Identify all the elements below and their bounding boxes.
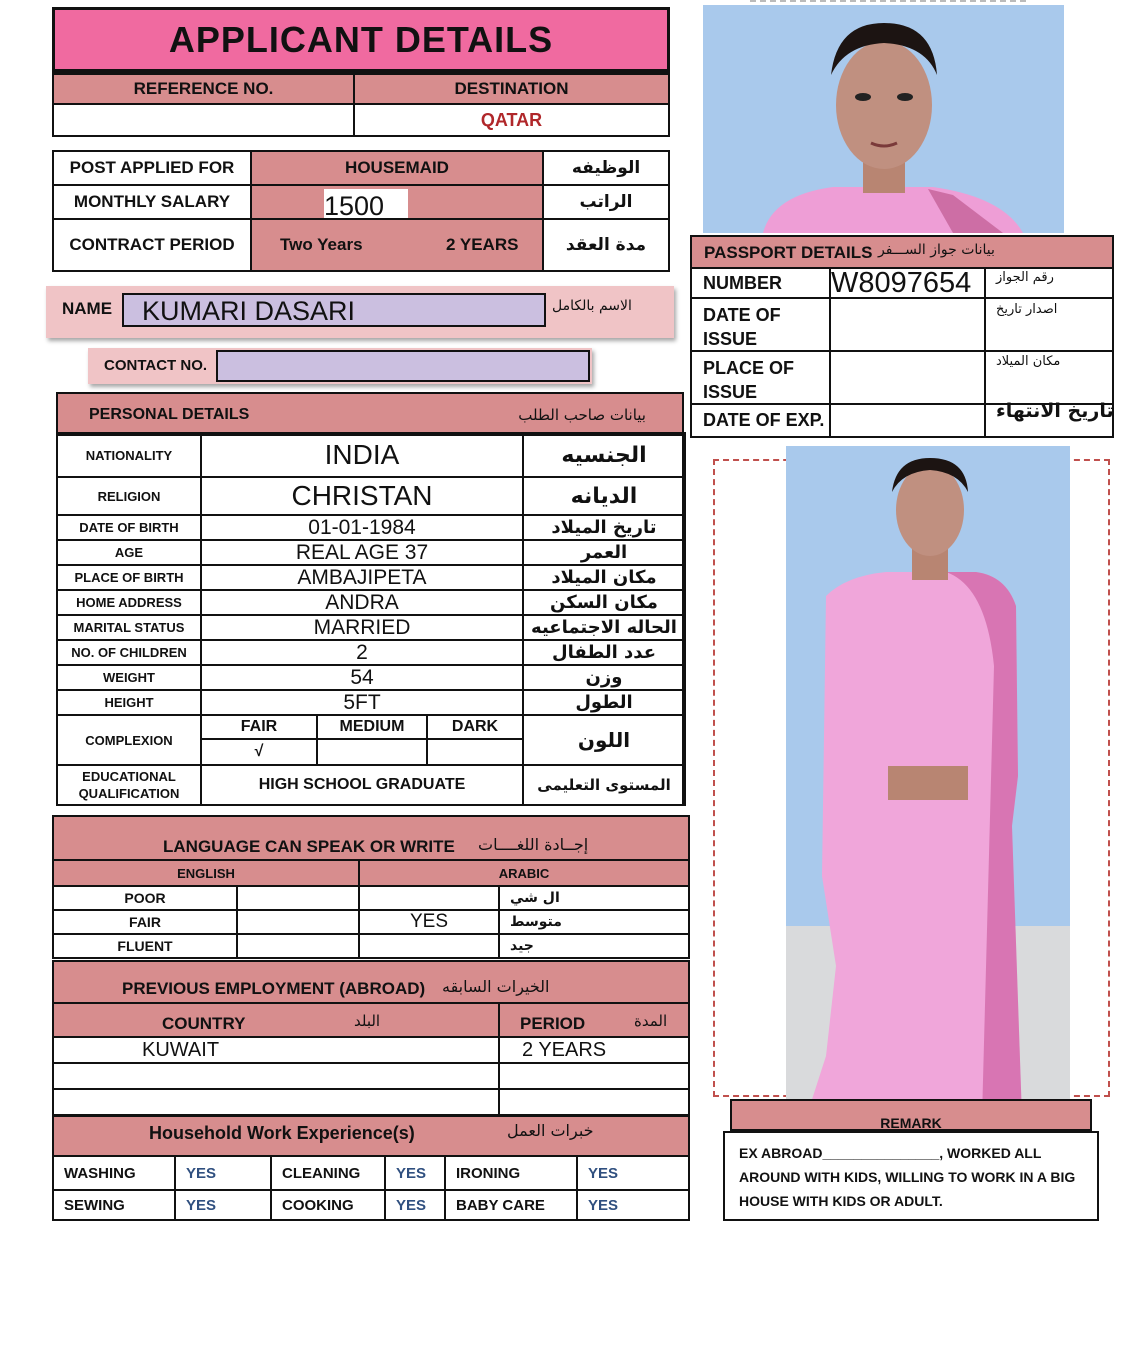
household-title: Household Work Experience(s) bbox=[149, 1123, 415, 1143]
issue-date-arabic: اصدار تاريخ bbox=[996, 302, 1058, 317]
language-row-english bbox=[236, 909, 360, 935]
language-row-arabic-level: YES bbox=[358, 909, 500, 935]
personal-row-label: HEIGHT bbox=[56, 689, 202, 716]
education-label-line-2: QUALIFICATION bbox=[78, 786, 180, 801]
destination-value: QATAR bbox=[353, 103, 670, 137]
education-label-line-1: EDUCATIONAL bbox=[82, 769, 176, 784]
passport-number-label: NUMBER bbox=[703, 273, 782, 293]
household-task-value: YES bbox=[174, 1155, 272, 1191]
household-title-arabic: خبرات العمل bbox=[507, 1121, 594, 1140]
personal-row-arabic: تاريخ الميلاد bbox=[522, 514, 686, 541]
name-value: KUMARI DASARI bbox=[122, 293, 546, 327]
personal-row-arabic: الحاله الاجتماعيه bbox=[522, 614, 686, 641]
issue-date-label-2: ISSUE bbox=[703, 329, 758, 349]
language-header bbox=[52, 815, 690, 861]
issue-place-label-2: ISSUE bbox=[703, 382, 758, 402]
complexion-fair-mark: √ bbox=[200, 738, 318, 766]
language-row-label: FLUENT bbox=[52, 933, 238, 959]
personal-row-label: NO. OF CHILDREN bbox=[56, 639, 202, 666]
language-row-arabic-text: ال شي bbox=[498, 885, 690, 911]
personal-row-value: 54 bbox=[200, 664, 524, 691]
personal-row-value: ANDRA bbox=[200, 589, 524, 616]
complexion-arabic: اللون bbox=[522, 714, 686, 766]
expiry-label: DATE OF EXP. bbox=[703, 410, 825, 430]
personal-row-label: HOME ADDRESS bbox=[56, 589, 202, 616]
personal-row-value: 01-01-1984 bbox=[200, 514, 524, 541]
household-task-label: BABY CARE bbox=[444, 1189, 578, 1221]
contact-label: CONTACT NO. bbox=[104, 357, 208, 374]
language-row-arabic-level bbox=[358, 885, 500, 911]
personal-header bbox=[56, 392, 684, 436]
complexion-medium: MEDIUM bbox=[316, 714, 428, 740]
household-task-label: CLEANING bbox=[270, 1155, 386, 1191]
employment-header bbox=[52, 960, 690, 1004]
salary-cell bbox=[250, 184, 544, 220]
english-header: ENGLISH bbox=[52, 859, 360, 887]
personal-row-value: MARRIED bbox=[200, 614, 524, 641]
language-row-arabic-text: متوسط bbox=[498, 909, 690, 935]
personal-row-label: RELIGION bbox=[56, 476, 202, 516]
post-value: HOUSEMAID bbox=[250, 150, 544, 186]
language-row-arabic-level bbox=[358, 933, 500, 959]
personal-row-label: NATIONALITY bbox=[56, 432, 202, 478]
education-arabic: المستوى التعليمى bbox=[522, 764, 686, 806]
contract-cell bbox=[250, 218, 544, 272]
personal-row-label: DATE OF BIRTH bbox=[56, 514, 202, 541]
household-task-label: SEWING bbox=[52, 1189, 176, 1221]
language-row-label: POOR bbox=[52, 885, 238, 911]
country-label: COUNTRY bbox=[162, 1014, 246, 1033]
issue-place-label-1: PLACE OF bbox=[703, 358, 795, 378]
personal-title: PERSONAL DETAILS bbox=[89, 406, 250, 423]
employment-row-country: KUWAIT bbox=[52, 1036, 500, 1064]
passport-title: PASSPORT DETAILS bbox=[704, 243, 873, 262]
household-task-label: COOKING bbox=[270, 1189, 386, 1221]
household-task-label: IRONING bbox=[444, 1155, 578, 1191]
personal-row-value: 2 bbox=[200, 639, 524, 666]
remark-header: REMARK bbox=[730, 1099, 1092, 1131]
personal-row-value: 5FT bbox=[200, 689, 524, 716]
title-bar bbox=[52, 7, 670, 73]
full-body-photo bbox=[786, 446, 1070, 1118]
personal-row-value: CHRISTAN bbox=[200, 476, 524, 516]
remark-text: EX ABROAD_______________, WORKED ALL AROUND WITH KIDS, WILLING TO WORK IN A BIG HOUSE WITH KIDS OR ADULT. bbox=[739, 1145, 1076, 1209]
page-title: APPLICANT DETAILS bbox=[168, 19, 554, 60]
personal-row-arabic: مكان السكن bbox=[522, 589, 686, 616]
personal-row-arabic: الجنسيه bbox=[522, 432, 686, 478]
personal-row-label: MARITAL STATUS bbox=[56, 614, 202, 641]
household-task-value: YES bbox=[576, 1189, 690, 1221]
personal-row-label: WEIGHT bbox=[56, 664, 202, 691]
arabic-header: ARABIC bbox=[358, 859, 690, 887]
reference-value bbox=[52, 103, 355, 137]
name-arabic: الاسم بالكامل bbox=[552, 298, 632, 314]
personal-row-arabic: مكان الميلاد bbox=[522, 564, 686, 591]
personal-row-label: PLACE OF BIRTH bbox=[56, 564, 202, 591]
complexion-fair: FAIR bbox=[200, 714, 318, 740]
education-label bbox=[56, 764, 202, 806]
contract-value: Two Years bbox=[280, 235, 363, 254]
employment-row-period bbox=[498, 1088, 690, 1116]
contract-arabic: مدة العقد bbox=[542, 218, 670, 272]
country-header bbox=[52, 1002, 500, 1038]
name-label: NAME bbox=[62, 299, 113, 318]
country-arabic: البلد bbox=[354, 1012, 381, 1030]
employment-row-period bbox=[498, 1062, 690, 1090]
contract-label: CONTRACT PERIOD bbox=[52, 218, 252, 272]
contact-box bbox=[88, 348, 592, 384]
contact-value bbox=[216, 350, 590, 382]
destination-label: DESTINATION bbox=[353, 73, 670, 105]
household-task-value: YES bbox=[174, 1189, 272, 1221]
household-header bbox=[52, 1115, 690, 1157]
employment-title: PREVIOUS EMPLOYMENT (ABROAD) bbox=[122, 979, 426, 998]
issue-place-arabic: مكان الميلاد bbox=[996, 354, 1061, 369]
personal-title-arabic: بيانات صاحب الطلب bbox=[518, 406, 646, 424]
complexion-medium-mark bbox=[316, 738, 428, 766]
personal-row-value: REAL AGE 37 bbox=[200, 539, 524, 566]
period-arabic: المدة bbox=[634, 1012, 668, 1030]
education-value: HIGH SCHOOL GRADUATE bbox=[200, 764, 524, 806]
personal-row-value: INDIA bbox=[200, 432, 524, 478]
employment-row-country bbox=[52, 1088, 500, 1116]
personal-row-label: AGE bbox=[56, 539, 202, 566]
language-row-label: FAIR bbox=[52, 909, 238, 935]
passport-header bbox=[690, 235, 1114, 269]
post-label: POST APPLIED FOR bbox=[52, 150, 252, 186]
passport-number-value: W8097654 bbox=[831, 267, 972, 299]
post-arabic: الوظيفه bbox=[542, 150, 670, 186]
personal-row-value: AMBAJIPETA bbox=[200, 564, 524, 591]
language-row-english bbox=[236, 885, 360, 911]
passport-photo bbox=[703, 5, 1064, 233]
complexion-dark: DARK bbox=[426, 714, 524, 740]
language-title-arabic: إجــادة اللغــــات bbox=[478, 835, 589, 854]
reference-label: REFERENCE NO. bbox=[52, 73, 355, 105]
personal-row-arabic: عدد الطفال bbox=[522, 639, 686, 666]
remark-box bbox=[723, 1131, 1099, 1221]
period-label: PERIOD bbox=[520, 1014, 586, 1033]
personal-row-arabic: العمر bbox=[522, 539, 686, 566]
personal-table bbox=[56, 434, 684, 806]
passport-number-arabic: رقم الجواز bbox=[996, 270, 1054, 285]
employment-row-period: 2 YEARS bbox=[498, 1036, 690, 1064]
language-row-arabic-text: جيد bbox=[498, 933, 690, 959]
complexion-dark-mark bbox=[426, 738, 524, 766]
salary-value: 1500 bbox=[324, 189, 408, 219]
expiry-arabic: تاريخ الانتهاء bbox=[996, 400, 1114, 422]
name-box bbox=[46, 286, 674, 338]
household-task-value: YES bbox=[576, 1155, 690, 1191]
passport-title-arabic: بيانات جواز الســـفر bbox=[878, 242, 995, 258]
employment-row-country bbox=[52, 1062, 500, 1090]
language-row-english bbox=[236, 933, 360, 959]
salary-label: MONTHLY SALARY bbox=[52, 184, 252, 220]
top-dashed-line bbox=[750, 0, 1026, 2]
household-task-value: YES bbox=[384, 1155, 446, 1191]
issue-date-label-1: DATE OF bbox=[703, 305, 781, 325]
personal-row-arabic: وزن bbox=[522, 664, 686, 691]
salary-arabic: الراتب bbox=[542, 184, 670, 220]
employment-title-arabic: الخيرات السابقه bbox=[442, 977, 550, 996]
household-task-value: YES bbox=[384, 1189, 446, 1221]
household-task-label: WASHING bbox=[52, 1155, 176, 1191]
language-title: LANGUAGE CAN SPEAK OR WRITE bbox=[163, 837, 455, 856]
complexion-label: COMPLEXION bbox=[56, 714, 202, 766]
personal-row-arabic: الديانه bbox=[522, 476, 686, 516]
period-header bbox=[498, 1002, 690, 1038]
personal-row-arabic: الطول bbox=[522, 689, 686, 716]
contract-value-years: 2 YEARS bbox=[446, 235, 519, 254]
